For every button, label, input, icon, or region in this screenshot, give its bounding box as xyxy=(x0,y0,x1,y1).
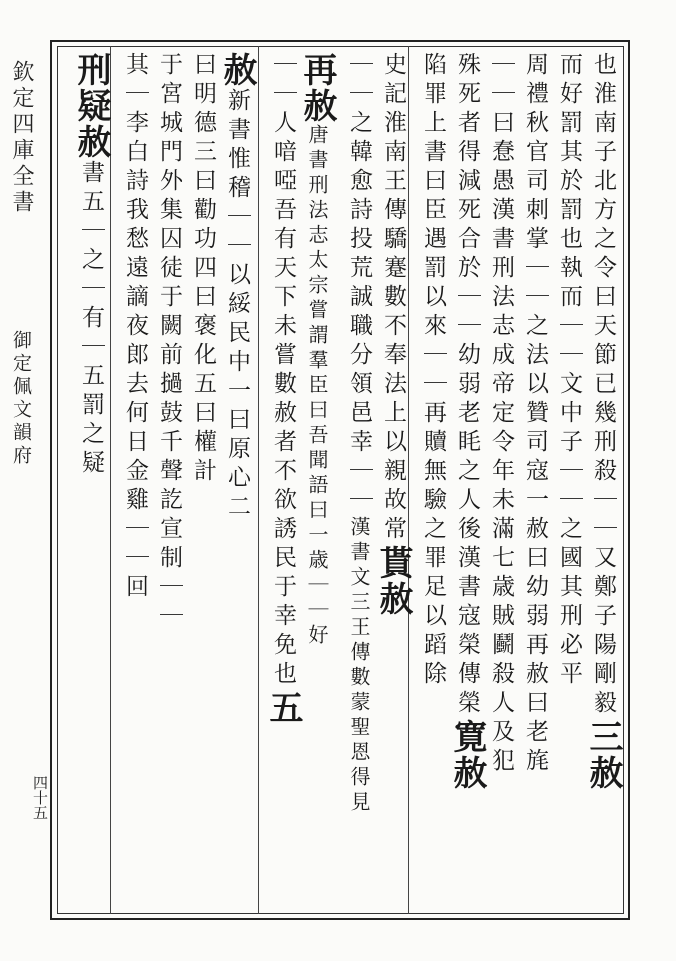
page-number: 四十五 xyxy=(31,775,49,820)
column-note: 漢書文三王傳數蒙聖恩得見 xyxy=(347,516,371,816)
text-column-15 xyxy=(71,52,111,479)
text-column-11 xyxy=(217,52,257,523)
text-column-14 xyxy=(122,52,148,603)
column-divider xyxy=(110,46,111,914)
entry-heading: 刑疑赦 xyxy=(71,52,111,160)
entry-heading: 三赦 xyxy=(583,719,623,791)
column-text: 其｜李白詩我愁遠謫夜郎去何日金雞｜｜回 xyxy=(122,52,148,603)
text-column-9 xyxy=(297,52,337,649)
column-divider xyxy=(408,46,409,914)
entry-heading: 再赦 xyxy=(297,52,337,124)
text-column-12 xyxy=(190,52,216,487)
column-text: ｜｜之韓愈詩投荒誠職分領邑幸｜｜ xyxy=(346,52,372,516)
book-title: 欽定四庫全書 xyxy=(9,60,34,216)
column-text: 周禮秋官司刺掌｜｜之法以贊司寇一赦曰幼弱再赦曰老旄 xyxy=(522,52,548,777)
section-title: 御定佩文韻府 xyxy=(10,330,32,468)
column-text: 史記淮南王傳驕蹇數不奉法上以親故常 xyxy=(380,52,406,545)
column-text: 殊死者得減死合於｜｜幼弱老眊之人後漢書寇榮傳榮 xyxy=(454,52,480,719)
text-column-13 xyxy=(156,52,182,632)
text-column-2 xyxy=(556,52,582,690)
column-text: 曰明德三曰勸功四曰褒化五曰權計 xyxy=(190,52,216,487)
text-column-3 xyxy=(522,52,548,777)
entry-heading: 赦 xyxy=(217,52,257,88)
column-text: 新書惟稽｜｜以綏民中一曰原心二 xyxy=(224,88,250,523)
text-column-5 xyxy=(447,52,487,791)
text-column-10 xyxy=(263,52,303,726)
column-note: 唐書刑法志太宗嘗謂羣臣曰吾聞語曰一歳｜｜好 xyxy=(305,124,329,649)
text-column-6 xyxy=(420,52,446,690)
column-text: ｜｜人喑啞吾有天下未嘗數赦者不欲誘民于幸免也 xyxy=(270,52,296,690)
entry-heading: 寛赦 xyxy=(447,719,487,791)
column-text: 也淮南子北方之令曰天節已幾刑殺｜｜又鄭子陽剛毅 xyxy=(590,52,616,719)
text-column-8 xyxy=(346,52,372,816)
text-column-7 xyxy=(373,52,413,617)
entry-heading: 貰赦 xyxy=(373,545,413,617)
column-divider xyxy=(258,46,259,914)
column-text: 書五｜之｜有｜五罰之疑 xyxy=(78,160,104,479)
text-column-4 xyxy=(488,52,514,777)
text-column-1 xyxy=(583,52,623,791)
column-text: 于宮城門外集囚徒于闕前撾鼓千聲訖宣制｜｜ xyxy=(156,52,182,632)
column-text: 而好罰其於罰也執而｜｜文中子｜｜之國其刑必平 xyxy=(556,52,582,690)
column-text: ｜｜曰惷愚漢書刑法志成帝定令年未滿七歳賊鬬殺人及犯 xyxy=(488,52,514,777)
entry-heading: 五 xyxy=(263,690,303,726)
column-text: 陷罪上書曰臣遇罰以來｜｜再贖無驗之罪足以蹈除 xyxy=(420,52,446,690)
